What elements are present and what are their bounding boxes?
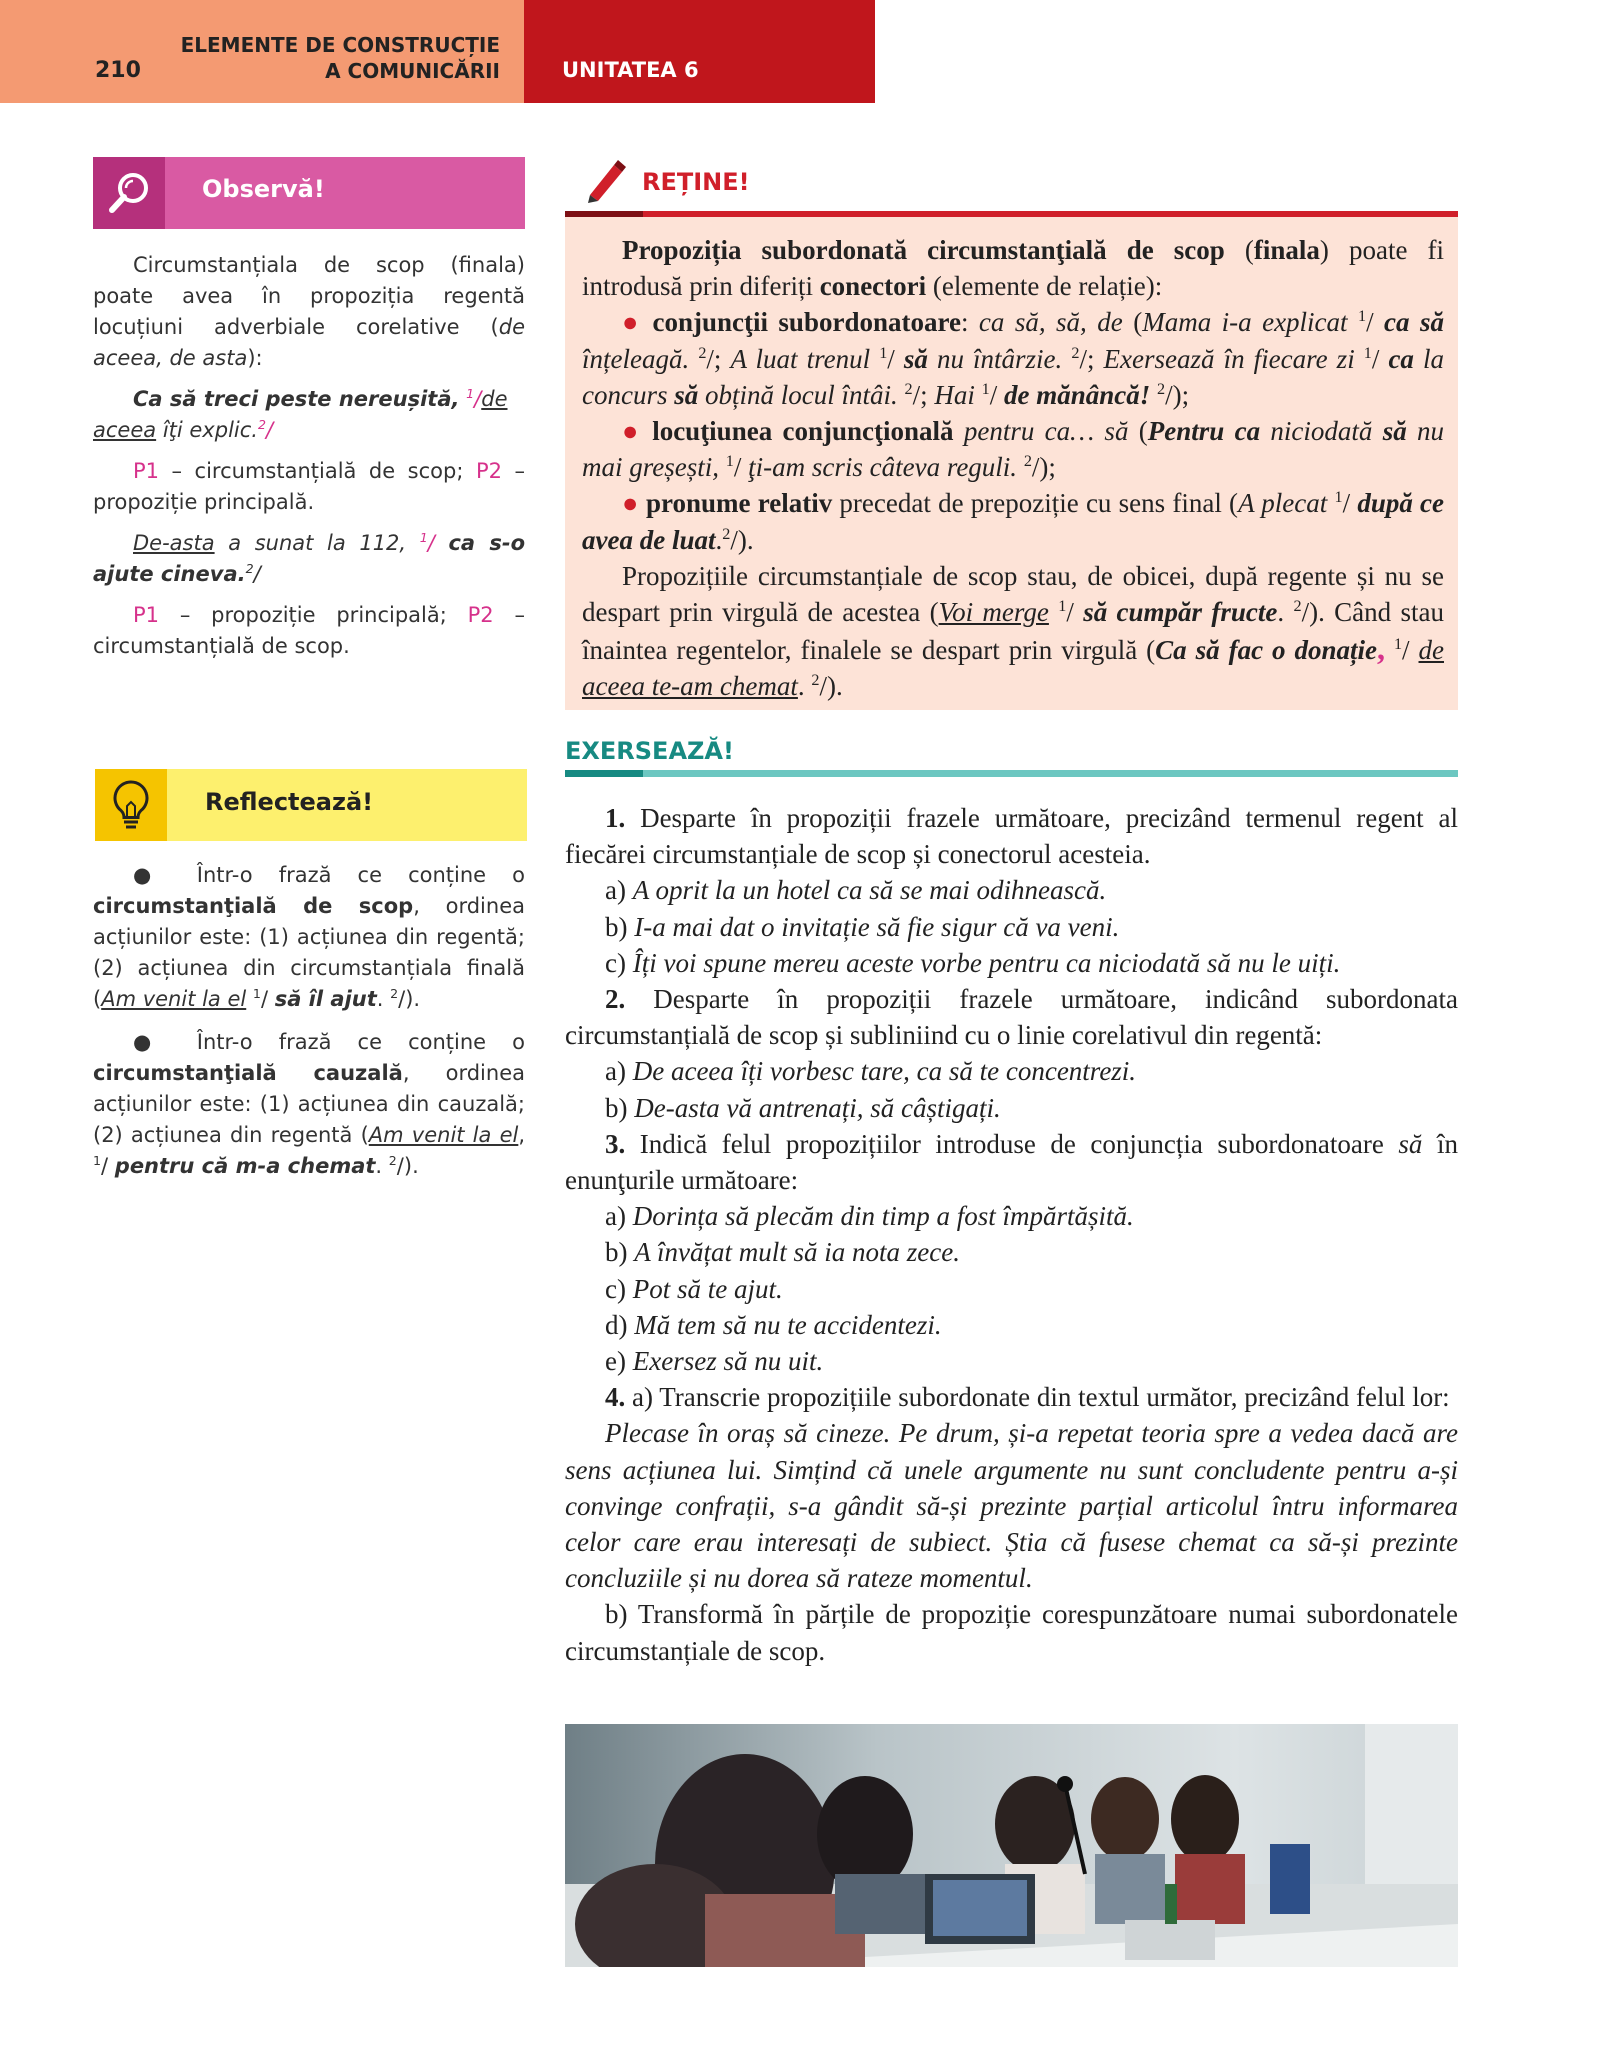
- superscript: 2: [1293, 597, 1302, 616]
- superscript: 2: [1023, 452, 1032, 471]
- text: Indică felul propozițiilor introduse de conjuncția subordonatoare: [625, 1128, 1399, 1159]
- text: ,: [1376, 630, 1385, 667]
- text: 3.: [605, 1128, 626, 1159]
- text: c): [605, 947, 633, 978]
- text: înțeleagă.: [582, 343, 690, 374]
- text: Mă tem să nu te accidentezi.: [634, 1309, 942, 1340]
- superscript: 1: [1393, 635, 1403, 654]
- bullet-icon: ●: [622, 416, 642, 447]
- text: /: [253, 562, 261, 586]
- text: /: [1371, 343, 1389, 374]
- text: Într-o frază ce conține o: [196, 1030, 525, 1054]
- text: /;: [912, 379, 935, 410]
- superscript: 1: [419, 530, 428, 545]
- list-item: [565, 1090, 1458, 1126]
- text: /: [474, 387, 482, 411]
- superscript: 2: [722, 524, 731, 543]
- exerseaza-content: [565, 800, 1458, 1669]
- text: /: [1066, 597, 1084, 628]
- text: niciodată: [1260, 416, 1383, 447]
- text: , ordinea acțiunilor este: (1) acțiunea din regentă; (2) acțiunea din circumstanțiala finală (: [93, 894, 525, 1011]
- retine-content: [582, 232, 1444, 705]
- superscript: 1: [1058, 597, 1067, 616]
- text: 4.: [605, 1382, 626, 1413]
- exercise-3: [565, 1126, 1458, 1198]
- text: – propoziție principală.: [93, 459, 525, 514]
- text: Mama i-a explicat: [1142, 307, 1348, 338]
- superscript: 1: [1358, 307, 1367, 326]
- text: Hai: [934, 379, 975, 410]
- text: locuţiunea conjuncţională: [652, 416, 954, 447]
- retine-paragraph-1: [582, 232, 1444, 304]
- text: e): [605, 1346, 633, 1377]
- retine-bullet-2: [582, 413, 1444, 485]
- text: obțină locul întâi.: [698, 379, 898, 410]
- text: .: [376, 987, 384, 1011]
- text: nu mai greșești,: [582, 416, 1445, 483]
- text: (: [1122, 307, 1143, 338]
- text: conectori: [819, 271, 927, 302]
- text: în enunţurile următoare:: [565, 1128, 1458, 1196]
- text: P1: [133, 603, 160, 627]
- text: ):: [247, 346, 263, 370]
- text: Pot să te ajut.: [632, 1273, 783, 1304]
- list-item: [565, 1053, 1458, 1089]
- superscript: 1: [1363, 343, 1372, 362]
- reflect-content: [93, 860, 525, 1182]
- reflect-bullet-1: ● Într-o frază ce conține o circumstanţială de scop, ordinea acțiunilor este: (1) acțiunea din regentă; (2) acțiunea din circumstanțiala finală (Am venit la el $^1$/ să îl ajut. $^2$/).: [93, 863, 525, 1011]
- text: De-asta: [133, 531, 215, 555]
- text: (elemente de relație):: [926, 271, 1163, 302]
- superscript: 2: [390, 986, 399, 1001]
- exercise-1: [565, 800, 1458, 872]
- text: Exersez să nu uit.: [632, 1346, 824, 1377]
- text: /: [733, 452, 749, 483]
- retine-bullet-3: [582, 485, 1444, 557]
- superscript: 1: [1334, 488, 1343, 507]
- superscript: 2: [1071, 343, 1080, 362]
- text: Într-o frază ce conține o: [196, 863, 525, 887]
- text: A luat trenul: [730, 343, 871, 374]
- text: /).: [398, 987, 421, 1011]
- text: să cumpăr fructe: [1083, 597, 1278, 628]
- text: 1.: [605, 803, 626, 833]
- text: a) Transcrie propozițiile subordonate din textul următor, precizând felul lor:: [625, 1382, 1450, 1413]
- superscript: 2: [245, 561, 254, 576]
- exerseaza-rule: [565, 770, 1458, 777]
- text: b): [605, 1092, 635, 1123]
- text: ca să: [1384, 307, 1444, 338]
- observa-example-1: [93, 384, 525, 446]
- text: Circumstanțiala de scop (finala) poate avea în propoziția regentă locuțiuni adverbiale corelative (: [93, 253, 525, 339]
- retine-paragraph-2: [582, 558, 1444, 705]
- text: /: [989, 379, 1004, 410]
- superscript: 1: [879, 343, 888, 362]
- text: 2.: [605, 984, 626, 1015]
- exercise-4: [565, 1379, 1458, 1415]
- text: c): [605, 1273, 633, 1304]
- text: pronume relativ: [646, 488, 833, 519]
- text: finala: [1253, 235, 1320, 265]
- text: de aceea: [93, 387, 508, 442]
- classroom-photo: [565, 1724, 1458, 1967]
- section-title: [160, 32, 500, 84]
- text: A învățat mult să ia nota zece.: [634, 1237, 960, 1268]
- superscript: 2: [257, 417, 266, 432]
- superscript: 2: [904, 379, 913, 398]
- observa-note-2: [93, 600, 525, 662]
- retine-bullet-1: [582, 304, 1444, 413]
- text: /: [265, 418, 274, 442]
- text: A plecat: [1238, 488, 1328, 519]
- text: Am venit la el: [368, 1123, 519, 1147]
- text: circumstanţială de scop: [93, 894, 414, 918]
- text: – circumstanțială de scop;: [159, 459, 476, 483]
- text: nu întârzie.: [927, 343, 1063, 374]
- text: /: [1366, 307, 1385, 338]
- exercise-2: [565, 981, 1458, 1053]
- section-title-line1: ELEMENTE DE CONSTRUCȚIE: [180, 33, 500, 57]
- text: a): [605, 875, 633, 906]
- page-number: 210: [95, 58, 141, 83]
- reflect-bullet-2: ● Într-o frază ce conține o circumstanţială cauzală, ordinea acțiunilor este: (1) acțiunea din cauzală; (2) acțiunea din regentă (Am venit la el, $^1$/ pentru că m-a chemat. $^2$/).: [93, 1030, 526, 1178]
- section-title-line2: A COMUNICĂRII: [325, 59, 500, 83]
- text: b): [605, 911, 635, 942]
- list-item: [565, 1271, 1458, 1307]
- exerseaza-title: EXERSEAZĂ!: [565, 737, 734, 765]
- text: ţi-am scris câteva reguli.: [748, 452, 1018, 483]
- list-item: [565, 872, 1458, 908]
- text: Exersează în fiecare zi: [1103, 343, 1355, 374]
- unit-title: UNITATEA 6: [562, 58, 699, 82]
- exercise-4-b: b) Transformă în părțile de propoziție corespunzătoare numai subordonatele circumstanțiale de scop.: [565, 1599, 1458, 1666]
- text: ) poate fi introdusă prin diferiți: [582, 235, 1445, 302]
- observa-title: Observă!: [202, 175, 325, 203]
- text: conjuncţii subordonatoare: [652, 307, 961, 338]
- pencil-icon: [580, 155, 630, 205]
- list-item: [565, 1234, 1458, 1270]
- list-item: [565, 1198, 1458, 1234]
- text: Am venit la el: [101, 987, 247, 1011]
- observa-content: [93, 250, 525, 662]
- text: (: [1128, 416, 1148, 447]
- text: ca s-o ajute cineva.: [93, 531, 525, 586]
- text: /).: [396, 1154, 419, 1178]
- text: să: [1382, 416, 1407, 447]
- text: De aceea îți vorbesc tare, ca să te concentrezi.: [632, 1056, 1137, 1087]
- text: Desparte în propoziții frazele următoare, precizând termenul regent al fiecărei circumstanțiale de scop și conectorul acesteia.: [565, 803, 1458, 870]
- text: P2: [467, 603, 494, 627]
- text: /;: [706, 343, 731, 374]
- text: I-a mai dat o invitație să fie sigur că va veni.: [634, 911, 1120, 942]
- bullet-icon: ●: [622, 307, 643, 338]
- text: (: [1224, 235, 1254, 265]
- text: /: [1342, 488, 1358, 519]
- superscript: 2: [388, 1153, 397, 1168]
- text: să: [903, 343, 928, 374]
- text: /);: [1165, 379, 1190, 410]
- observa-example-2: [93, 528, 525, 590]
- text: să îl ajut: [274, 987, 377, 1011]
- text: De-asta vă antrenați, să câștigați.: [634, 1092, 1001, 1123]
- reflect-title: Reflectează!: [205, 788, 374, 816]
- text: a): [605, 1056, 633, 1087]
- text: pentru că m-a chemat: [114, 1154, 376, 1178]
- text: la concurs: [582, 343, 1445, 410]
- text: /). Când stau înaintea regentelor, finalele se despart prin virgulă (: [582, 597, 1444, 666]
- text: .: [715, 524, 723, 555]
- text: de aceea, de asta: [93, 315, 525, 370]
- text: Desparte în propoziții frazele următoare, indicând subordonata circumstanțială de scop și subliniind cu o linie corelativul din regentă:: [565, 984, 1458, 1051]
- header-right-band: [524, 0, 875, 103]
- observa-intro: [93, 250, 525, 374]
- text: îţi explic.: [162, 418, 258, 442]
- retine-title: REȚINE!: [642, 168, 750, 196]
- photo-illustration: [565, 1724, 1458, 1967]
- list-item: [565, 909, 1458, 945]
- text: Propozițiile circumstanțiale de scop stau, de obicei, după regente și nu se despart prin virgulă de acestea (: [582, 560, 1444, 628]
- superscript: 2: [1156, 379, 1166, 398]
- text: /: [260, 987, 269, 1011]
- text: /;: [1079, 343, 1104, 374]
- text: pentru ca… să: [953, 416, 1129, 447]
- lightbulb-icon: [95, 769, 167, 841]
- list-item: [565, 945, 1458, 981]
- text: Voi merge: [938, 597, 1049, 628]
- text: A oprit la un hotel ca să se mai odihnească.: [632, 875, 1107, 906]
- text: a sunat la 112,: [214, 531, 407, 555]
- text: ,: [518, 1123, 526, 1147]
- superscript: 1: [252, 986, 261, 1001]
- text: – propoziție principală;: [159, 603, 468, 627]
- text: Ca să fac o donație: [1155, 635, 1377, 666]
- text: /).: [819, 671, 843, 702]
- magnifier-icon: [93, 157, 165, 229]
- text: Dorința să plecăm din timp a fost împărtășită.: [632, 1201, 1134, 1232]
- text: b): [605, 1237, 635, 1268]
- text: .: [375, 1154, 383, 1178]
- exercise-4-passage: Plecase în oraș să cineze. Pe drum, și-a repetat teoria spre a vedea dacă are sens acțiunea lui. Simțind că unele argumente nu sunt concludente pentru a-și convinge confrații, s-a gândit să-și prezinte parțial articolul întru informarea celor care erau interesați de subiect. Știa că fusese chemat ca să-și prezinte concluziile și nu dorea să rateze momentul.: [565, 1418, 1458, 1594]
- text: :: [960, 307, 979, 338]
- text: ca: [1388, 343, 1414, 374]
- text: Propoziția subordonată circumstanţială de scop: [622, 235, 1225, 265]
- text: /: [887, 343, 904, 374]
- text: Pentru ca: [1147, 416, 1261, 447]
- exerseaza-rule-accent: [565, 770, 643, 777]
- superscript: 1: [981, 379, 990, 398]
- list-item: [565, 1343, 1458, 1379]
- text: P2: [475, 459, 502, 483]
- superscript: 2: [698, 343, 707, 362]
- observa-note-1: [93, 456, 525, 518]
- text: precedat de prepoziție cu sens final (: [832, 488, 1239, 519]
- text: ca să, să, de: [978, 307, 1123, 338]
- list-item: [565, 1307, 1458, 1343]
- bullet-icon: ●: [622, 488, 639, 519]
- text: /).: [730, 524, 754, 555]
- text: să: [1398, 1128, 1423, 1159]
- text: /);: [1031, 452, 1056, 483]
- text: după ce avea de luat: [582, 488, 1445, 555]
- text: să: [674, 379, 699, 410]
- text: , ordinea acțiunilor este: (1) acțiunea din cauzală; (2) acțiunea din regentă (: [93, 1061, 525, 1147]
- superscript: 1: [93, 1153, 102, 1168]
- text: /: [1402, 635, 1419, 666]
- text: de aceea te-am chemat: [582, 635, 1444, 702]
- text: circumstanţială cauzală: [93, 1061, 403, 1085]
- text: de mănâncă!: [1003, 379, 1151, 410]
- text: .: [797, 671, 805, 702]
- superscript: 1: [725, 452, 734, 471]
- text: /: [101, 1154, 109, 1178]
- text: d): [605, 1309, 635, 1340]
- text: – circumstanțială de scop.: [93, 603, 525, 658]
- text: /: [427, 531, 435, 555]
- text: P1: [133, 459, 160, 483]
- text: a): [605, 1201, 633, 1232]
- superscript: 2: [811, 671, 820, 690]
- text: Îți voi spune mereu aceste vorbe pentru ca niciodată să nu le uiți.: [632, 947, 1341, 978]
- text: .: [1277, 597, 1285, 628]
- text: Ca să treci peste nereușită,: [133, 387, 460, 411]
- superscript: 1: [466, 386, 475, 401]
